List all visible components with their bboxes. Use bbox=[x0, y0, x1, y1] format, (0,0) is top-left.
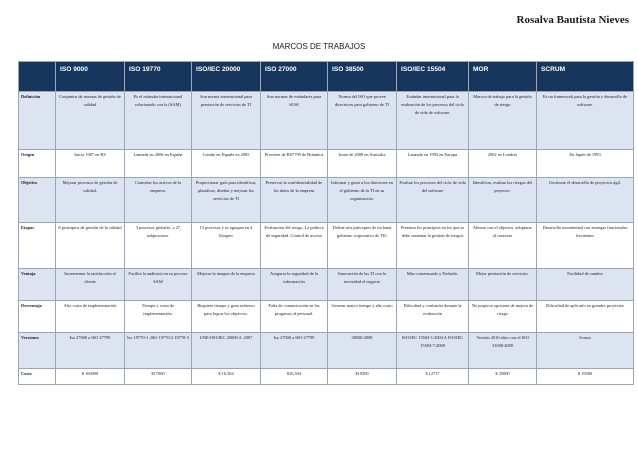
table-cell: Informar y guiar a los directores en el gobierno de la TI en su organización. bbox=[328, 178, 397, 223]
table-cell: Iso 19770-1 ,ISO 19770-2 19770-3 bbox=[125, 333, 192, 369]
table-cell: Versión 2010 altos con el ISO 31000:2009 bbox=[469, 333, 537, 369]
table-cell: Norma del ISO que provee directrices para gobierno de TI bbox=[328, 92, 397, 150]
table-cell: Mejorar la imagen de la empresa bbox=[192, 269, 261, 301]
table-cell: Requiere tiempo y gran esfuerzo para lograr los objetivos. bbox=[192, 301, 261, 333]
table-cell: Estándar internacional para la evaluación de los procesos del ciclo de vida de software. bbox=[397, 92, 469, 150]
table-cell: $ 35000 bbox=[469, 369, 537, 385]
table-cell: $ 100000 bbox=[56, 369, 125, 385]
table-cell: Falta de comunicación en los progresos al personal. bbox=[261, 301, 328, 333]
table-cell: 3 procesos globales, y 27 subprocesos. bbox=[125, 223, 192, 269]
table-cell: $ 12717 bbox=[397, 369, 469, 385]
author-name: Rosalva Bautista Nieves bbox=[516, 14, 629, 26]
table-cell: Son normas de estándares para SGSI bbox=[261, 92, 328, 150]
table-cell: Dificultad de aplicarlo en grandes proyectos bbox=[537, 301, 634, 333]
row-label: Versiones bbox=[19, 333, 56, 369]
table-cell: Generar mayor tiempo y alto costo bbox=[328, 301, 397, 333]
table-cell: UNE-ISO/IEC 20000-2: 2007 bbox=[192, 333, 261, 369]
table-cell: Evaluación del riesgo, La política de seguridad. Control de acceso bbox=[261, 223, 328, 269]
table-cell: 8 principios de gestión de la calidad bbox=[56, 223, 125, 269]
table-cell: Iso 27000 a ISO 27799 bbox=[261, 333, 328, 369]
table-cell: Asegurar la seguridad de la información bbox=[261, 269, 328, 301]
table-cell: Conjuntos de normas de gestión de calidad bbox=[56, 92, 125, 150]
table-cell: Alto costo de implementación bbox=[56, 301, 125, 333]
table-cell: Tiempo y costo de implementación. bbox=[125, 301, 192, 333]
column-header: ISO 9000 bbox=[56, 62, 125, 92]
table-row bbox=[19, 150, 634, 178]
table-cell: Es un framework para la gestión y desarrollo de software. bbox=[537, 92, 634, 150]
table-cell: Controlar los activos de la empresa. bbox=[125, 178, 192, 223]
column-header: ISO 38500 bbox=[328, 62, 397, 92]
row-label: Costo bbox=[19, 369, 56, 385]
table-row bbox=[19, 178, 634, 223]
table-cell: Junio de 2008 en Australia bbox=[328, 150, 397, 178]
table-cell: $17000 bbox=[125, 369, 192, 385]
table-cell: Scrum bbox=[537, 333, 634, 369]
table-cell: Gestionar el desarrollo de proyectos ágil. bbox=[537, 178, 634, 223]
table-cell: Facilita la auditoría en su proceso SAM bbox=[125, 269, 192, 301]
table-cell: Mejor prestación de servicios. bbox=[469, 269, 537, 301]
column-header: ISO 27000 bbox=[261, 62, 328, 92]
column-header: ISO/IEC 15504 bbox=[397, 62, 469, 92]
table-cell: Facilidad de cambio bbox=[537, 269, 634, 301]
table-cell: ISO/IEC 15504-1:2004 A ISO/IEC 15504-7:2008 bbox=[397, 333, 469, 369]
table-cell: Incrementar la satisfacción al cliente bbox=[56, 269, 125, 301]
table-cell: En Japón de 1993 bbox=[537, 150, 634, 178]
table-cell: Proviene de BS7799 de Británica bbox=[261, 150, 328, 178]
table-cell: Alinear con el objetivo, adoptarse al contexto bbox=[469, 223, 537, 269]
table-cell: Creado en España en 2005 bbox=[192, 150, 261, 178]
table-cell: Presenta los principios en los que se debe sustentar la gestión de riesgos bbox=[397, 223, 469, 269]
table-cell: Mejorar procesos de gestión de calidad. bbox=[56, 178, 125, 223]
table-cell: 2002 en Londres bbox=[469, 150, 537, 178]
table-cell: Marcos de trabajo para la gestión de riesgo bbox=[469, 92, 537, 150]
table-cell: Son norma internacional para prestación de servicios de TI bbox=[192, 92, 261, 150]
header-row bbox=[19, 62, 634, 92]
table-cell: Identificar, evaluar los riesgos del proyecto. bbox=[469, 178, 537, 223]
table-cell: Preservar la confidencialidad de los datos de la empresa bbox=[261, 178, 328, 223]
table-cell: Lanzado en 1993 en Europa bbox=[397, 150, 469, 178]
table-cell: $19500 bbox=[328, 369, 397, 385]
table-cell: Más consensuado y Probado. bbox=[397, 269, 469, 301]
table-row bbox=[19, 92, 634, 150]
table-cell: Define seis principios de un buen gobierno corporativo de TIC bbox=[328, 223, 397, 269]
frameworks-table bbox=[18, 61, 634, 385]
table-cell: 38500:2008 bbox=[328, 333, 397, 369]
header-corner bbox=[19, 62, 56, 92]
row-label: Definición bbox=[19, 92, 56, 150]
table-cell: Innovación de las TI con la necesidad el negocio bbox=[328, 269, 397, 301]
row-label: Objetivo bbox=[19, 178, 56, 223]
table-cell: Evaluar los procesos del ciclo de vida del software bbox=[397, 178, 469, 223]
table-cell: No propicia opciones de mejora de riesgo bbox=[469, 301, 537, 333]
table-cell: $ 16,504 bbox=[192, 369, 261, 385]
table-cell: Iso 27000 a ISO 27799 bbox=[56, 333, 125, 369]
table-cell: 13 procesos y se agrupan en 4 bloques bbox=[192, 223, 261, 269]
table-cell: $ 19500 bbox=[537, 369, 634, 385]
table-cell: Inicia 1987 en BS bbox=[56, 150, 125, 178]
table-cell: Es el estándar internacional relacionado con la (SAM) bbox=[125, 92, 192, 150]
table-row bbox=[19, 269, 634, 301]
row-label: Desventaja bbox=[19, 301, 56, 333]
table-row bbox=[19, 301, 634, 333]
table-cell: $16,504 bbox=[261, 369, 328, 385]
row-label: Etapas bbox=[19, 223, 56, 269]
table-row bbox=[19, 333, 634, 369]
column-header: ISO/IEC 20000 bbox=[192, 62, 261, 92]
table-cell: Desarrollo incremental con entregas funcionales frecuentes bbox=[537, 223, 634, 269]
table-row bbox=[19, 369, 634, 385]
row-label: Ventaja bbox=[19, 269, 56, 301]
table-row bbox=[19, 223, 634, 269]
column-header: MOR bbox=[469, 62, 537, 92]
column-header: SCRUM bbox=[537, 62, 634, 92]
row-label: Origen bbox=[19, 150, 56, 178]
column-header: ISO 19770 bbox=[125, 62, 192, 92]
table-cell: Lanzada en 2006 en España bbox=[125, 150, 192, 178]
document-title: MARCOS DE TRABAJOS bbox=[272, 42, 366, 51]
table-cell: Proporcionar guía para identificar, planificar, diseñar y mejorar los servicios de TI bbox=[192, 178, 261, 223]
table-cell: Dificultad y confusión durante la evaluación bbox=[397, 301, 469, 333]
